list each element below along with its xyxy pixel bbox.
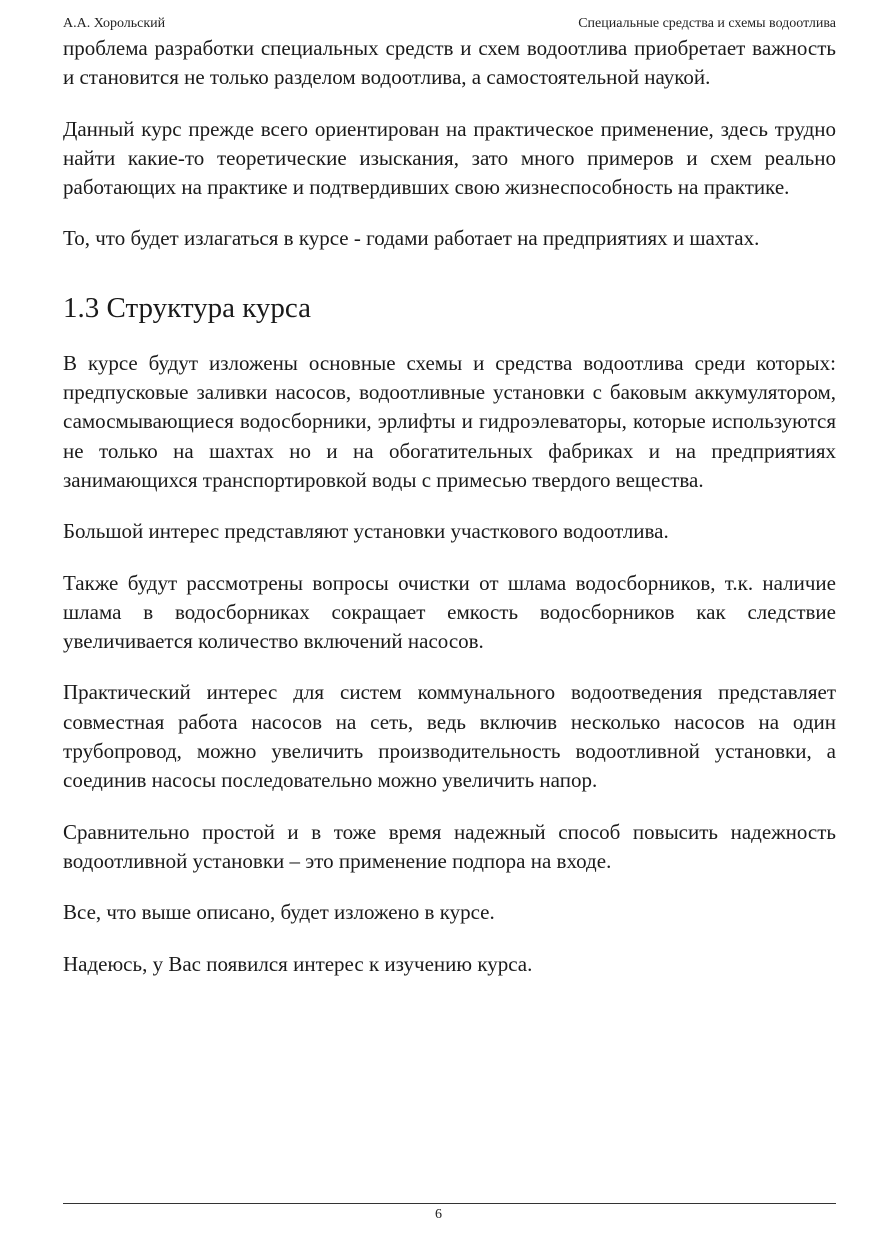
- paragraph: Также будут рассмотрены вопросы очистки от шлама водосборников, т.к. наличие шлама в водосборниках сокращает емкость водосборников как следствие увеличивается количество включений насосов.: [63, 570, 836, 654]
- paragraph: Данный курс прежде всего ориентирован на практическое применение, здесь трудно найти какие-то теоретические изыскания, зато много примеров и схем реально работающих на практике и подтвердивших свою жизнеспособность на практике.: [63, 116, 836, 200]
- paragraph: То, что будет излагаться в курсе - годами работает на предприятиях и шахтах.: [63, 226, 760, 251]
- paragraph: Все, что выше описано, будет изложено в курсе.: [63, 900, 495, 925]
- paragraph: проблема разработки специальных средств и схем водоотлива приобретает важность и становится не только разделом водоотлива, а самостоятельной наукой.: [63, 36, 836, 90]
- paragraph: Сравнительно простой и в тоже время надежный способ повысить надежность водоотливной установки – это применение подпора на входе.: [63, 819, 836, 873]
- paragraph: Надеюсь, у Вас появился интерес к изучению курса.: [63, 951, 533, 976]
- header-title: Специальные средства и схемы водоотлива: [578, 16, 836, 31]
- document-body: [63, 34, 836, 979]
- document-page: [63, 14, 836, 1001]
- header-author: А.А. Хорольский: [63, 16, 166, 31]
- page-number: 6: [435, 1207, 442, 1222]
- section-heading: 1.3 Структура курса: [63, 291, 312, 324]
- paragraph: Практический интерес для систем коммунального водоотведения представляет совместная работа насосов на сеть, ведь включив несколько насосов на один трубопровод, можно увеличить производительность водоотливной установки, а соединив насосы последовательно можно увеличить напор.: [63, 680, 836, 793]
- paragraph: В курсе будут изложены основные схемы и средства водоотлива среди которых: предпусковые заливки насосов, водоотливные установки с баковым аккумулятором, самосмывающиеся водосборники, эрлифты и гидроэлеваторы, которые используются не только на шахтах но и на обогатительных фабриках и на предприятиях занимающихся транспортировкой воды с примесью твердого вещества.: [63, 350, 836, 492]
- running-header: [63, 14, 836, 34]
- footer-divider: [63, 1203, 836, 1204]
- paragraph: Большой интерес представляют установки участкового водоотлива.: [63, 519, 669, 544]
